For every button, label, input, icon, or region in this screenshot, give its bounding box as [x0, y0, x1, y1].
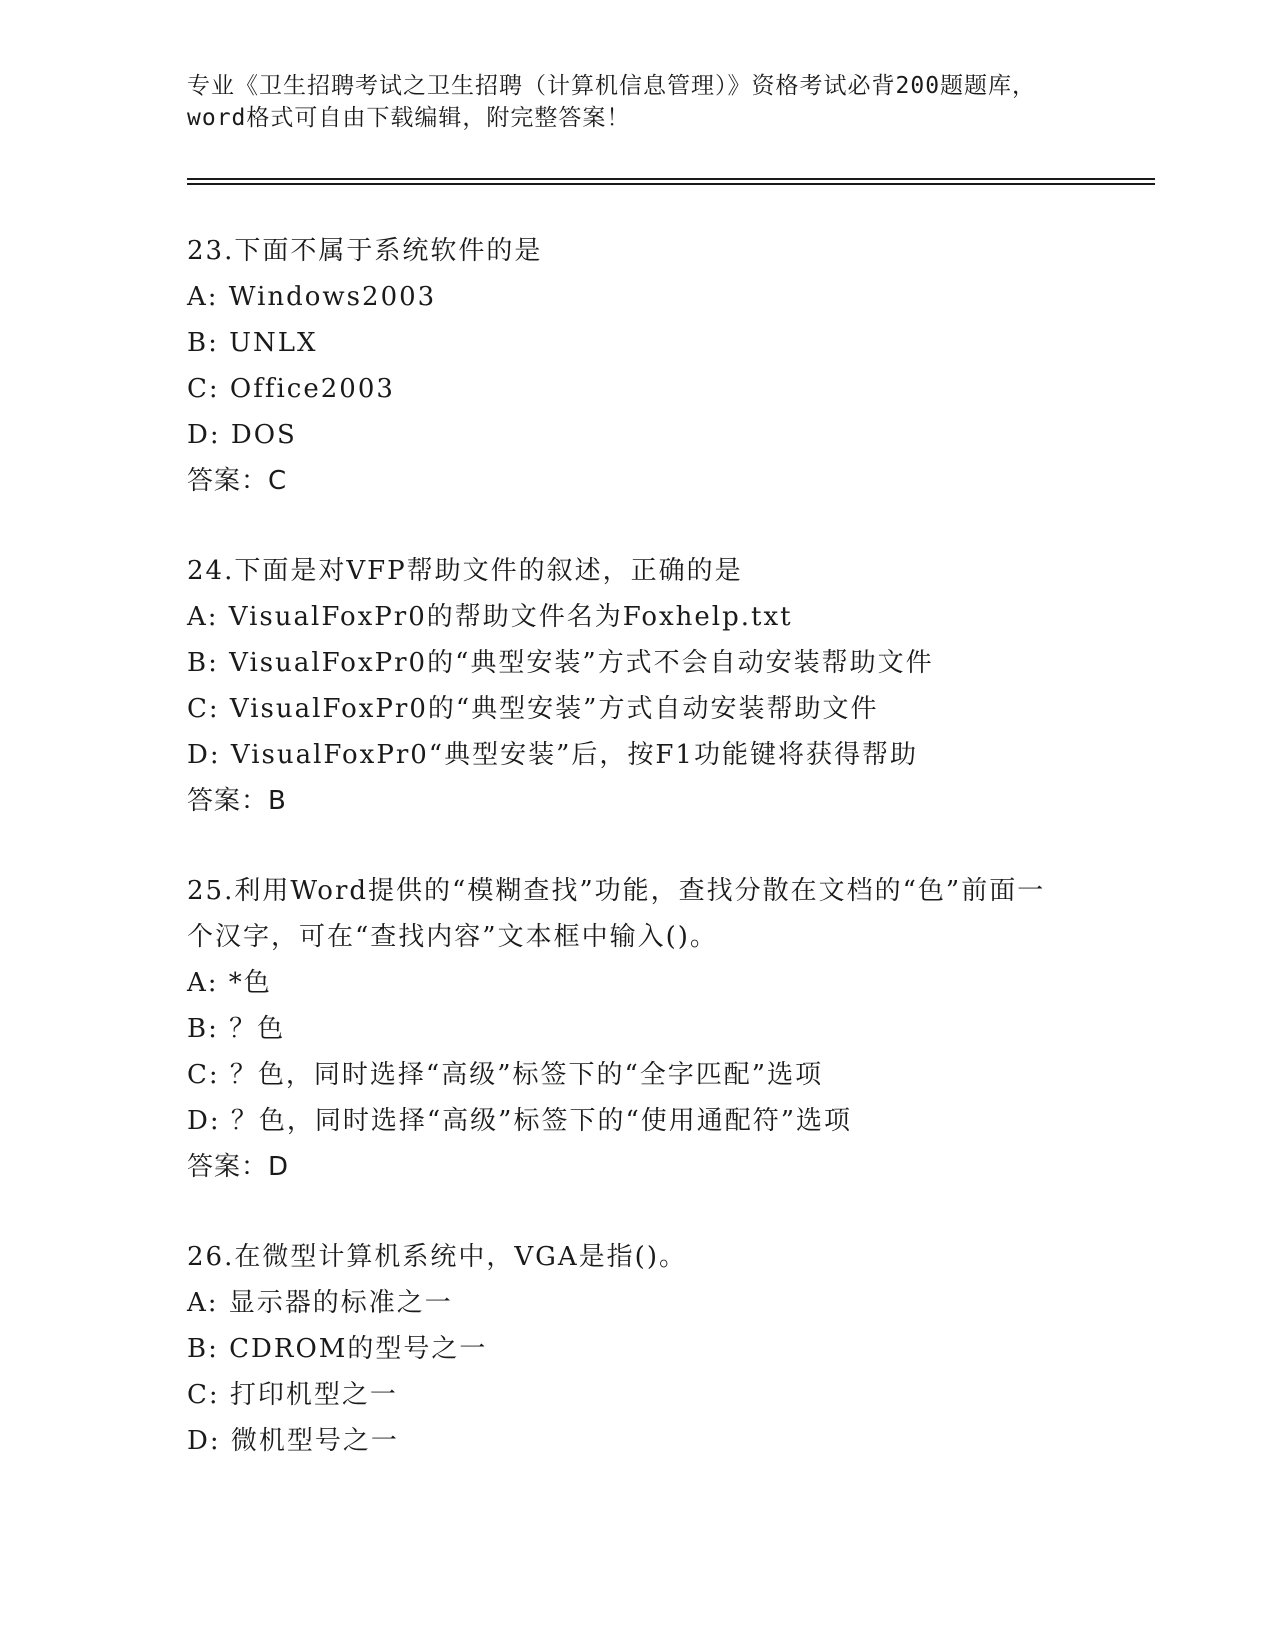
question-text: 25.利用Word提供的“模糊查找”功能，查找分散在文档的“色”前面一个汉字，可在“查找内容”文本框中输入()。: [187, 876, 1046, 952]
question-text: 24.下面是对VFP帮助文件的叙述，正确的是: [187, 556, 743, 586]
option-c: C: 打印机型之一: [187, 1380, 398, 1410]
question-24: [187, 548, 1087, 824]
answer: 答案：D: [187, 1152, 290, 1182]
option-d: D: VisualFoxPr0“典型安装”后，按F1功能键将获得帮助: [187, 740, 918, 770]
option-c: C: VisualFoxPr0的“典型安装”方式自动安装帮助文件: [187, 694, 879, 724]
option-a: A: Windows2003: [187, 282, 437, 312]
option-b: B: UNLX: [187, 328, 318, 358]
option-b: B: ？色: [187, 1014, 286, 1044]
answer: 答案：B: [187, 786, 287, 816]
option-d: D: ？色，同时选择“高级”标签下的“使用通配符”选项: [187, 1106, 853, 1136]
question-text: 23.下面不属于系统软件的是: [187, 236, 543, 266]
question-25: [187, 868, 1067, 1190]
option-b: B: VisualFoxPr0的“典型安装”方式不会自动安装帮助文件: [187, 648, 934, 678]
option-a: A: VisualFoxPr0的帮助文件名为Foxhelp.txt: [187, 602, 793, 632]
question-text: 26.在微型计算机系统中，VGA是指()。: [187, 1242, 687, 1272]
answer: 答案：C: [187, 466, 288, 496]
header-line-2: word格式可自由下载编辑，附完整答案！: [187, 105, 631, 131]
option-d: D: DOS: [187, 420, 297, 450]
document-header: [187, 70, 1087, 134]
question-26: [187, 1234, 1087, 1464]
option-c: C: Office2003: [187, 374, 395, 404]
option-b: B: CDROM的型号之一: [187, 1334, 488, 1364]
header-line-1: 专业《卫生招聘考试之卫生招聘（计算机信息管理）》资格考试必背200题题库，: [187, 73, 1037, 99]
option-a: A: *色: [187, 968, 272, 998]
option-c: C: ？色，同时选择“高级”标签下的“全字匹配”选项: [187, 1060, 824, 1090]
option-d: D: 微机型号之一: [187, 1426, 399, 1456]
header-rule-top: [187, 178, 1155, 180]
question-23: [187, 228, 1087, 504]
header-rule-bottom: [187, 183, 1155, 185]
option-a: A: 显示器的标准之一: [187, 1288, 453, 1318]
